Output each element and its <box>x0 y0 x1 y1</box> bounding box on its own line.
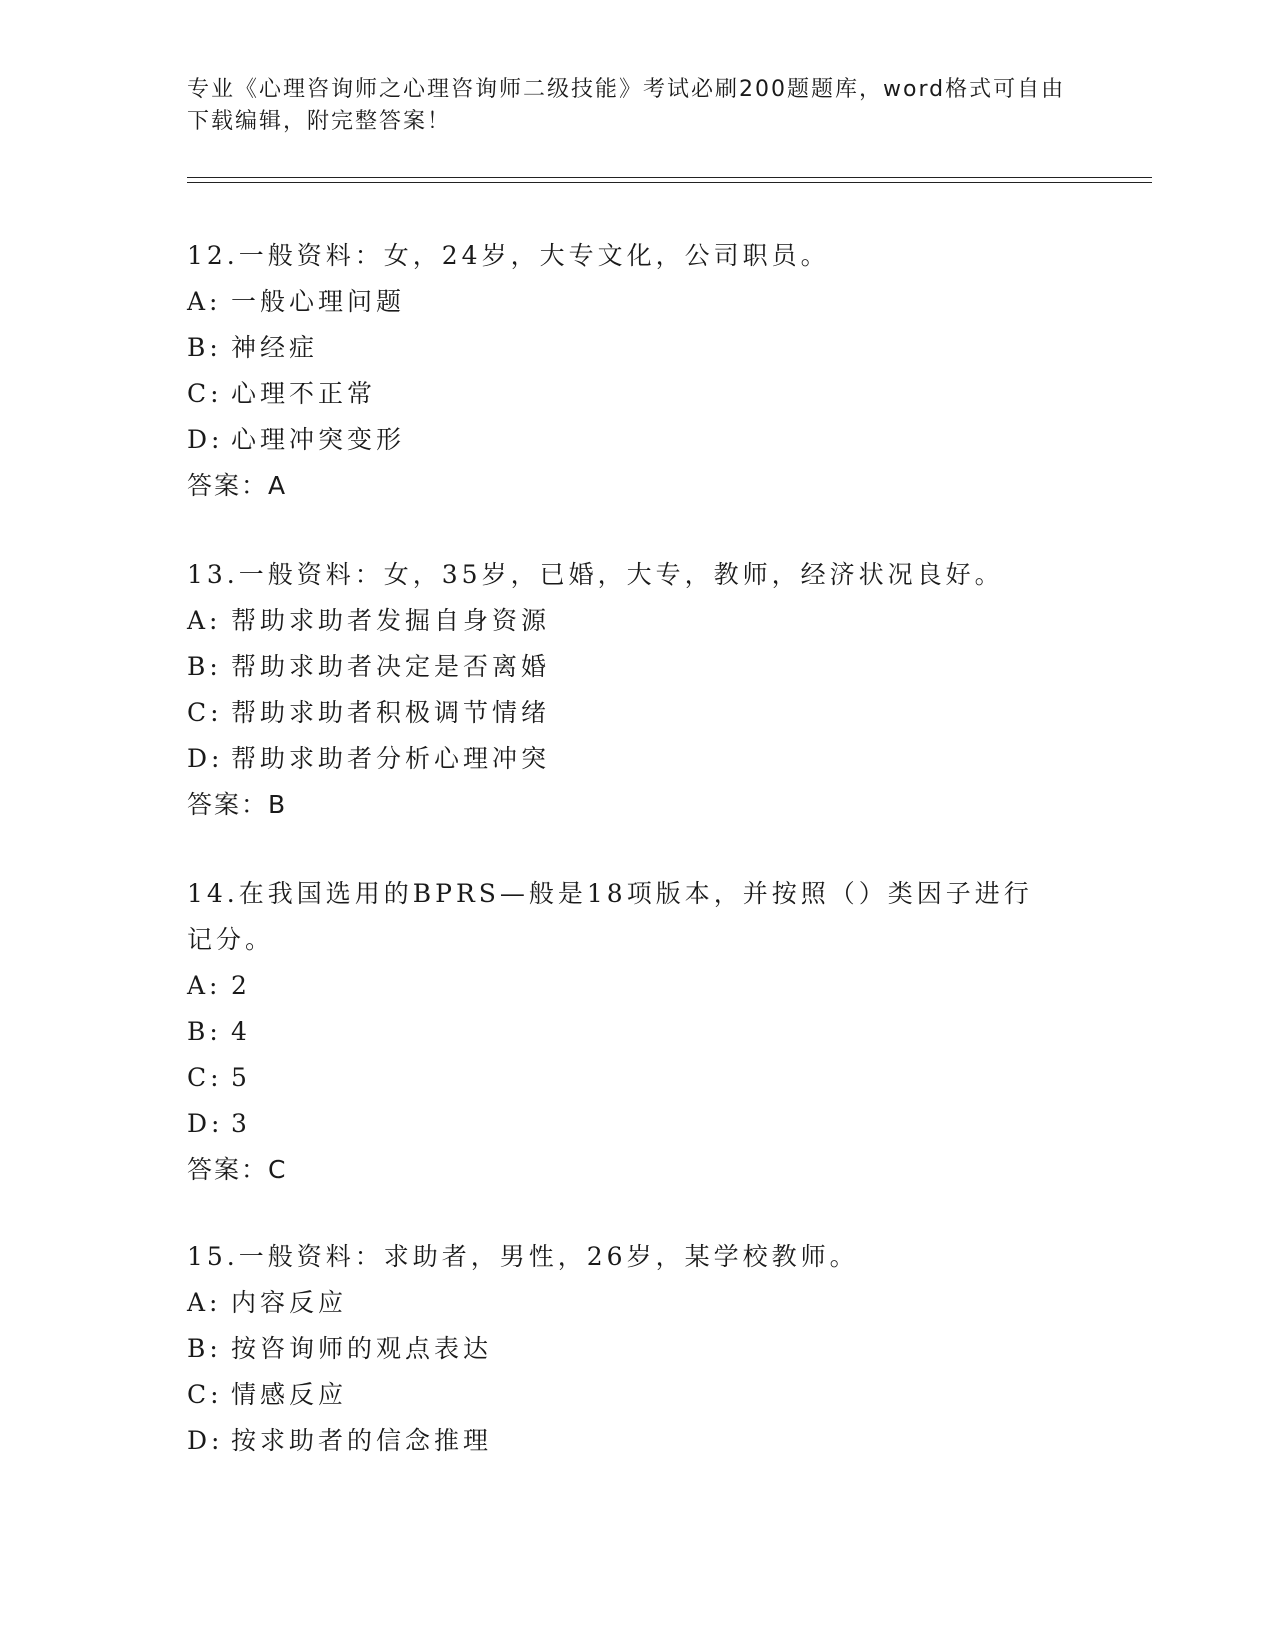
option-text: 2 <box>231 971 251 1000</box>
document-header: 专业《心理咨询师之心理咨询师二级技能》考试必刷200题题库，word格式可自由下载编辑，附完整答案！ <box>187 77 1066 134</box>
option-text: 一般心理问题 <box>231 287 406 316</box>
question-block <box>187 552 1087 828</box>
option-text: 3 <box>231 1109 251 1138</box>
option-c <box>187 1372 1087 1418</box>
option-d <box>187 1418 1087 1464</box>
option-key: D: <box>187 744 224 773</box>
header-divider-top <box>187 177 1152 178</box>
question-stem: 13.一般资料：女，35岁，已婚，大专，教师，经济状况良好。 <box>187 560 1004 589</box>
option-text: 心理冲突变形 <box>231 425 406 454</box>
option-d <box>187 417 1087 463</box>
answer-line: 答案：C <box>187 1155 288 1184</box>
answer-line: 答案：B <box>187 790 288 819</box>
option-key: B: <box>187 1334 222 1363</box>
option-text: 帮助求助者积极调节情绪 <box>231 698 551 727</box>
option-text: 神经症 <box>231 333 319 362</box>
option-text: 情感反应 <box>231 1380 348 1409</box>
question-stem: 15.一般资料：求助者，男性，26岁，某学校教师。 <box>187 1242 859 1271</box>
option-text: 心理不正常 <box>231 379 377 408</box>
option-text: 帮助求助者决定是否离婚 <box>231 652 551 681</box>
option-a <box>187 598 1087 644</box>
option-key: A: <box>187 606 222 635</box>
option-c <box>187 690 1087 736</box>
option-a <box>187 1280 1087 1326</box>
option-d <box>187 1101 1087 1147</box>
option-text: 内容反应 <box>231 1288 348 1317</box>
question-stem: 12.一般资料：女，24岁，大专文化，公司职员。 <box>187 241 830 270</box>
option-b <box>187 325 1087 371</box>
question-block <box>187 233 1087 509</box>
option-b <box>187 1326 1087 1372</box>
option-key: C: <box>187 1063 223 1092</box>
question-block <box>187 1234 1087 1464</box>
option-key: C: <box>187 1380 223 1409</box>
option-key: B: <box>187 652 222 681</box>
option-key: B: <box>187 333 222 362</box>
option-key: C: <box>187 698 223 727</box>
option-text: 按咨询师的观点表达 <box>231 1334 493 1363</box>
option-b <box>187 644 1087 690</box>
answer-line: 答案：A <box>187 471 288 500</box>
option-c <box>187 371 1087 417</box>
option-a <box>187 279 1087 325</box>
option-d <box>187 736 1087 782</box>
option-text: 帮助求助者发掘自身资源 <box>231 606 551 635</box>
header-divider-bottom <box>187 182 1152 183</box>
option-key: A: <box>187 287 222 316</box>
option-c <box>187 1055 1087 1101</box>
question-stem: 14.在我国选用的BPRS—般是18项版本，并按照（）类因子进行记分。 <box>187 879 1033 954</box>
option-key: D: <box>187 1426 224 1455</box>
option-key: C: <box>187 379 223 408</box>
option-text: 按求助者的信念推理 <box>231 1426 493 1455</box>
option-b <box>187 1009 1087 1055</box>
option-key: B: <box>187 1017 222 1046</box>
option-key: A: <box>187 971 222 1000</box>
option-text: 5 <box>231 1063 251 1092</box>
option-key: D: <box>187 1109 224 1138</box>
option-key: A: <box>187 1288 222 1317</box>
option-key: D: <box>187 425 224 454</box>
question-block <box>187 871 1087 1193</box>
option-text: 帮助求助者分析心理冲突 <box>231 744 551 773</box>
option-text: 4 <box>231 1017 251 1046</box>
option-a <box>187 963 1087 1009</box>
